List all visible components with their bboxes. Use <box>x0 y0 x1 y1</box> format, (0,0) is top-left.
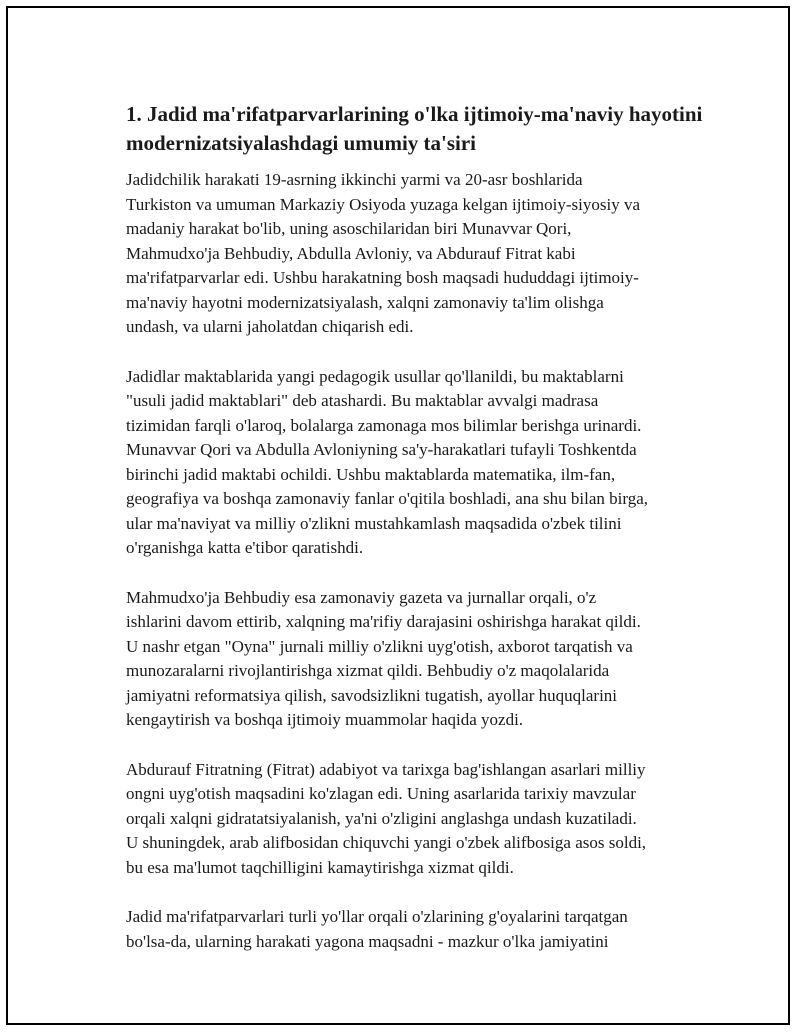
paragraph-1: Jadidchilik harakati 19-asrning ikkinchi yarmi va 20-asr boshlarida Turkiston va umuman Markaziy Osiyoda yuzaga kelgan ijtimoiy-siyosiy va madaniy harakat bo'lib, uning asoschilaridan biri Munavvar Qori, Mahmudxo'ja Behbudiy, Abdulla Avloniy, va Abdurauf Fitrat kabi ma'rifatparvarlar edi. Ushbu harakatning bosh maqsadi hududdagi ijtimoiy- ma'naviy hayotni modernizatsiyalash, xalqni zamonaviy ta'lim olishga undash, va ularni jaholatdan chiqarish edi. <box>126 170 641 336</box>
section-title: 1. Jadid ma'rifatparvarlarining o'lka ijtimoiy-ma'naviy hayotini modernizatsiyalashdagi umumiy ta'siri <box>126 102 703 155</box>
paragraph-4: Abdurauf Fitratning (Fitrat) adabiyot va tarixga bag'ishlangan asarlari milliy ongni uyg'otish maqsadini ko'zlagan edi. Uning asarlarida tarixiy mavzular orqali xalqni gidratatsiyalanish, ya'ni o'zligini anglashga undash kuzatiladi. U shuningdek, arab alifbosidan chiquvchi yangi o'zbek alifbosiga asos soldi, bu esa ma'lumot taqchilligini kamaytirishga xizmat qildi. <box>126 759 647 877</box>
page-frame <box>6 6 790 1025</box>
paragraph-3: Mahmudxo'ja Behbudiy esa zamonaviy gazeta va jurnallar orqali, o'z ishlarini davom ettirib, xalqning ma'rifiy darajasini oshirishga harakat qildi. U nashr etgan "Oyna" jurnali milliy o'zlikni uyg'otish, axborot tarqatish va munozaralarni rivojlantirishga xizmat qildi. Behbudiy o'z maqolalarida jamiyatni reformatsiya qilish, savodsizlikni tugatish, ayollar huquqlarini kengaytirish va boshqa ijtimoiy muammolar haqida yozdi. <box>126 587 641 729</box>
document-body <box>126 100 706 979</box>
paragraph-2: Jadidlar maktablarida yangi pedagogik usullar qo'llanildi, bu maktablarni "usuli jadid maktablari" deb atashardi. Bu maktablar avvalgi madrasa tizimidan farqli o'laroq, bolalarga zamonaga mos bilimlar berishga urinardi. Munavvar Qori va Abdulla Avloniyning sa'y-harakatlari tufayli Toshkentda birinchi jadid maktabi ochildi. Ushbu maktablarda matematika, ilm-fan, geografiya va boshqa zamonaviy fanlar o'qitila boshladi, ana shu bilan birga, ular ma'naviyat va milliy o'zlikni mustahkamlash maqsadida o'zbek tilini o'rganishga katta e'tibor qaratishdi. <box>126 366 649 557</box>
paragraph-5: Jadid ma'rifatparvarlari turli yo'llar orqali o'zlarining g'oyalarini tarqatgan bo'lsa-da, ularning harakati yagona maqsadni - mazkur o'lka jamiyatini <box>126 907 628 951</box>
